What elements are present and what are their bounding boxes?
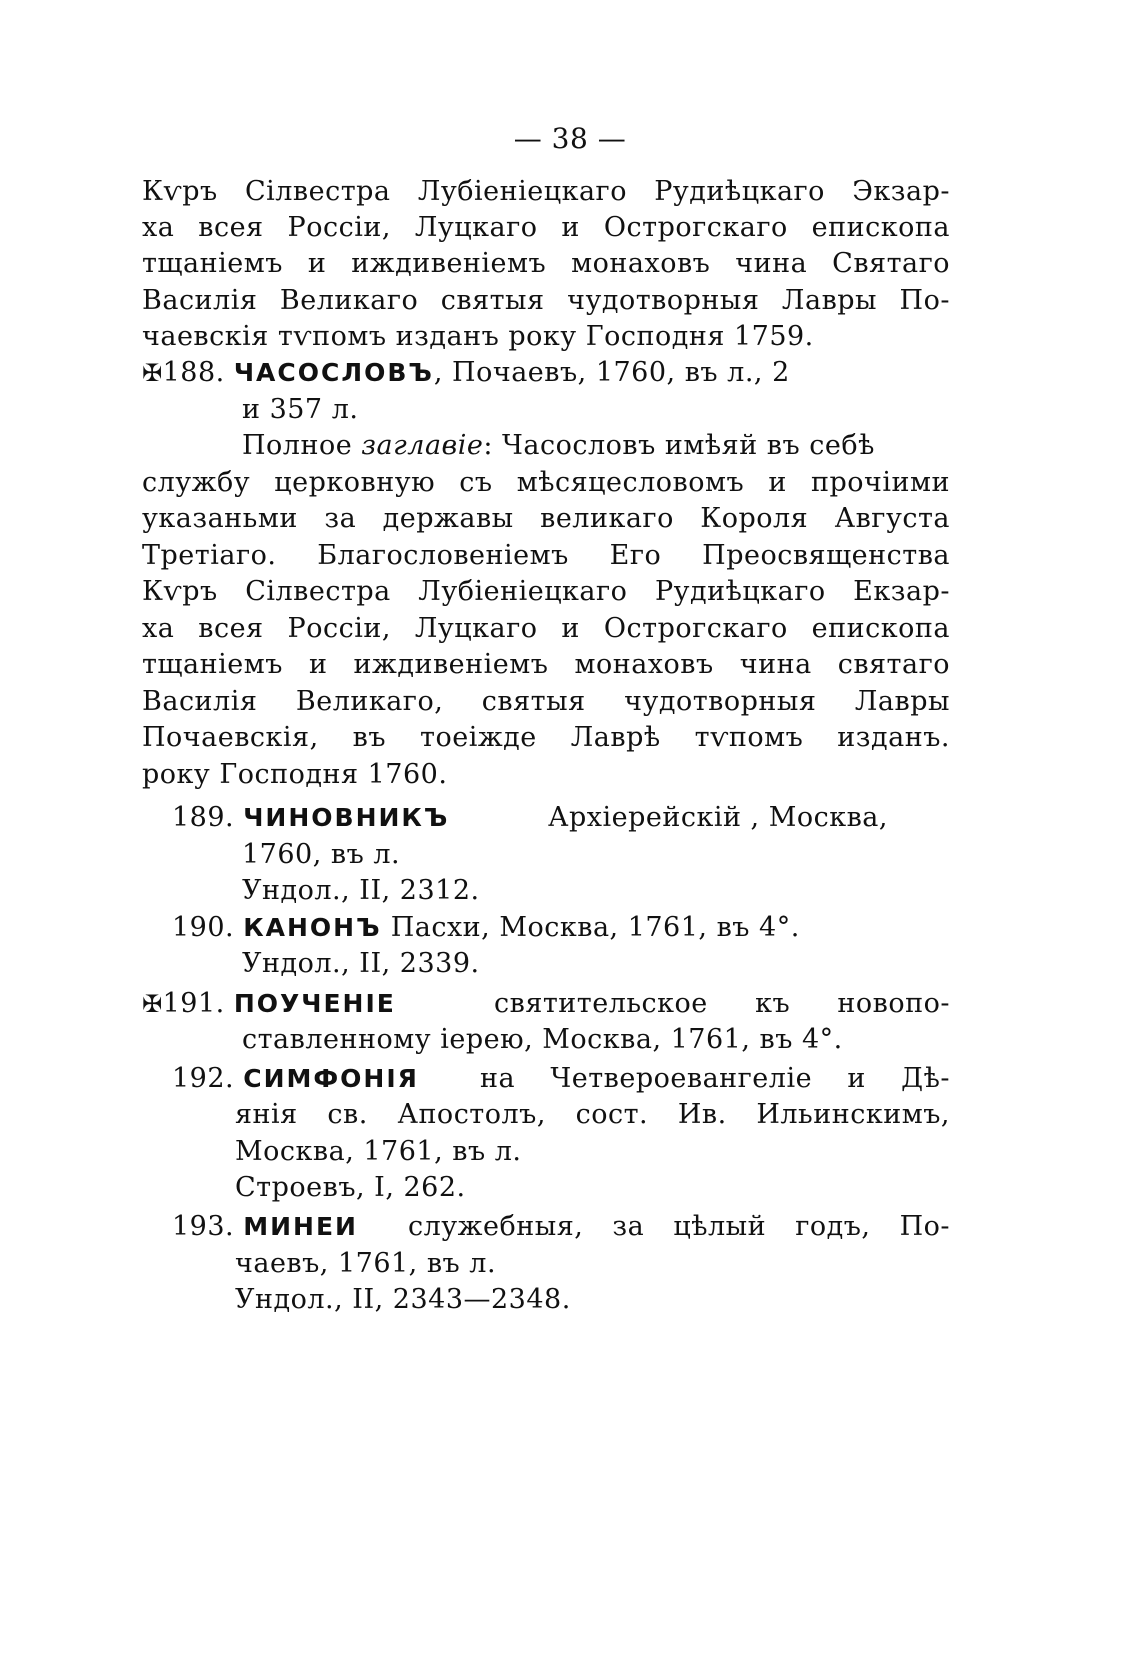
text-line: Москва, 1761, въ л. [235, 1136, 522, 1167]
entry-title: МИНЕИ [243, 1212, 358, 1241]
text-line: Кѵръ Сілвестра Лубіеніецкаго Рудиѣцкаго Экзар- [142, 176, 950, 207]
text-line: Василія Великаго, святыя чудотворныя Лавры [142, 686, 950, 717]
entry-title: СИМФОНІЯ [243, 1064, 419, 1093]
entry-193 [172, 1209, 358, 1245]
text-line: службу церковную съ мѣсяцесловомъ и прочіими [142, 467, 950, 498]
text-line: чаевъ, 1761, въ л. [235, 1248, 497, 1279]
text-line: 1760, въ л. [242, 839, 401, 870]
full-title-line [242, 428, 875, 464]
reference: Ундол., II, 2339. [242, 948, 480, 979]
entry-number: 192. [172, 1063, 235, 1094]
text-line: и 357 л. [242, 394, 359, 425]
entry-description: , Почаевъ, 1760, въ л., 2 [433, 357, 790, 388]
entry-number: 190. [172, 912, 235, 943]
entry-description: Архіерейскій , Москва, [548, 802, 888, 833]
text-line: тщаніемъ и иждивеніемъ монаховъ чина Святаго [142, 248, 950, 279]
entry-number: 189. [172, 802, 235, 833]
entry-description: Пасхи, Москва, 1761, въ 4°. [390, 912, 800, 943]
entry-description: на Четвероевангеліе и Дѣ- [480, 1063, 950, 1094]
entry-188 [142, 355, 950, 391]
entry-title: ПОУЧЕНІЕ [233, 989, 396, 1018]
entry-title: КАНОНЪ [243, 913, 382, 942]
entry-191 [142, 986, 396, 1022]
entry-190 [172, 910, 800, 946]
text-line: янія св. Апостолъ, сост. Ив. Ильинскимъ, [235, 1099, 950, 1130]
entry-192 [172, 1061, 419, 1097]
entry-description: служебныя, за цѣлый годъ, По- [408, 1211, 950, 1242]
entry-189 [172, 800, 449, 836]
reference: Ундол., II, 2312. [242, 875, 480, 906]
page-number: — 38 — [513, 122, 627, 155]
cross-mark-icon: ✠ [142, 990, 163, 1018]
full-title-italic: заглавіе [361, 430, 484, 461]
entry-number: 188. [162, 357, 225, 388]
text-line: чаевскія тѵпомъ изданъ року Господня 1759. [142, 321, 814, 352]
cross-mark-icon: ✠ [142, 359, 163, 387]
text-line: Третіаго. Благословеніемъ Его Преосвященства [142, 540, 950, 571]
text-line: року Господня 1760. [142, 759, 448, 790]
reference: Ундол., II, 2343—2348. [235, 1284, 571, 1315]
entry-title: ЧАСОСЛОВЪ [233, 358, 434, 387]
entry-description: святительское къ новопо- [494, 988, 950, 1019]
entry-number: 193. [172, 1211, 235, 1242]
text-line: Кѵръ Сілвестра Лубіеніецкаго Рудиѣцкаго Екзар- [142, 576, 950, 607]
full-title-label: Полное [242, 430, 353, 461]
text-line: тщаніемъ и иждивеніемъ монаховъ чина святаго [142, 649, 950, 680]
full-title-text: : Часословъ имѣяй въ себѣ [483, 430, 875, 461]
text-line: Почаевскія, въ тоеіждe Лаврѣ тѵпомъ изданъ. [142, 722, 950, 753]
text-line: ха всея Россіи, Луцкаго и Острогскаго епископа [142, 212, 950, 243]
text-line: указаньми за державы великаго Короля Августа [142, 503, 950, 534]
reference: Строевъ, I, 262. [235, 1172, 466, 1203]
text-line: ставленному іерею, Москва, 1761, въ 4°. [242, 1024, 843, 1055]
entry-title: ЧИНОВНИКЪ [243, 803, 450, 832]
text-line: Василія Великаго святыя чудотворныя Лавры По- [142, 285, 950, 316]
entry-number: 191. [162, 988, 225, 1019]
text-line: ха всея Россіи, Луцкаго и Острогскаго епископа [142, 613, 950, 644]
